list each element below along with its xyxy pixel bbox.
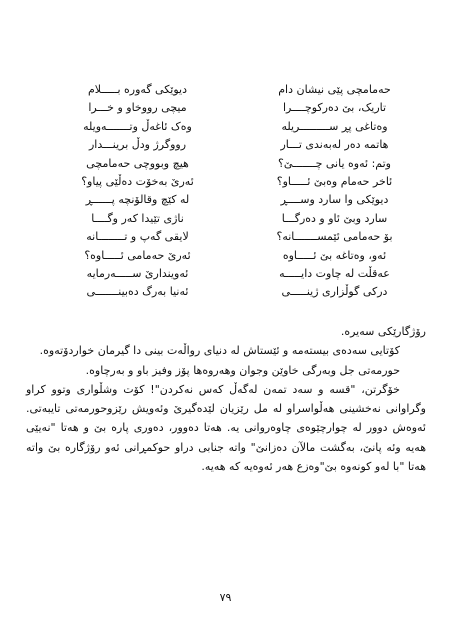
paragraph: رۆژگارێکی سەیرە. bbox=[340, 325, 426, 338]
verse-line: ناژی تێیدا کەر وگــــا bbox=[91, 211, 184, 225]
verse-line: وتم: ئەوە یانی چـــــــێ؟ bbox=[278, 156, 391, 170]
paragraph: خۆگرتن، "قسە و سەد تمەن لەگەڵ کەس نەکردن"! کۆت وشڵواری وتوو کراو وگراوانی نەخشینی هەڵواسراو لە مل رێزیان لێدەگیرێ وئەویش رێزوحورمەتی تایبەتی. ئەوەش دوور لە چوارچێوەی چاوەروانی یە. هەتا دەوور، دەوری پارە بێ و هەتا "نەیێی هەیە وئە پانێ، بەگشت مالآن دەزانێ" واتە جنابی دراو حوکمڕانی ئەو رۆژگارە بێ واتە هەتا "با لەو کونەوە بێ"وەزع هەر ئەوەیە کە هەیە. bbox=[26, 382, 426, 474]
verse-line: ئەنیا بەرگ دەبینـــــــی bbox=[86, 285, 189, 299]
verse-line: ئەویندارێ ســـــەرمایە bbox=[86, 266, 189, 280]
poem-right-column bbox=[247, 81, 422, 302]
verse-line: رووگرژ ودڵ برینـــدار bbox=[88, 138, 187, 152]
verse-line: بۆ حەمامی ئێمســـــــانە؟ bbox=[276, 230, 393, 244]
verse-line: دیوێکی گەورە بـــــلام bbox=[87, 83, 187, 96]
prose-block bbox=[26, 322, 426, 476]
verse-line: وەک ئاغەڵ وتـــــــەویلە bbox=[83, 119, 192, 133]
verse-line: ئەرێ حەمامی ئـــــاوە؟ bbox=[84, 248, 191, 262]
verse-line: ئەرێ بەخۆت دەڵێی پیاو؟ bbox=[81, 174, 194, 188]
verse-line: ئاخر حەمام وەبێ ئـــــاو؟ bbox=[276, 174, 393, 188]
poem-block bbox=[30, 81, 422, 303]
verse-line: لە کێچ وقالۆنچە پــــــڕ bbox=[85, 193, 190, 207]
verse-line: حەمامچی پێی نیشان دام bbox=[278, 83, 391, 96]
paragraph: حورمەتی جل وبەرگی خاوێن وجوان وهەروەها پۆز وفیز باو و بەرچاوە. bbox=[85, 363, 400, 377]
verse-line: هاتمە دەر لەبەندی تـــار bbox=[280, 138, 389, 152]
verse-line: میچی رووخاو و خـــرا bbox=[88, 101, 187, 115]
verse-line: عەقڵت لە چاوت دایـــــە bbox=[279, 266, 390, 280]
verse-line: تاریک، بێ دەرکوچــــرا bbox=[282, 101, 387, 115]
verse-line: ئەو، وەتاغە بێ ئـــــاوە bbox=[282, 248, 387, 262]
verse-line: هیچ وبووچی حەمامچی bbox=[86, 156, 189, 170]
page-number: ٧٩ bbox=[219, 591, 232, 604]
paragraph: کۆتایی سەدەی بیستەمە و ئێستاش لە دنیای رواڵەت بینی دا گیرمان خواردۆتەوە. bbox=[39, 344, 400, 358]
verse-line: درکی گوڵزاری ژینـــــی bbox=[281, 285, 388, 299]
verse-line: لایقی گەپ و تــــــــانە bbox=[86, 230, 189, 244]
verse-line: وەتاغی پڕ ســـــــــریلە bbox=[281, 119, 388, 133]
verse-line: دیوێکی وا سارد وســــڕ bbox=[280, 193, 389, 207]
poem-left-column bbox=[50, 81, 225, 302]
verse-line: سارد وبێ ئاو و دەرگـــا bbox=[281, 211, 388, 225]
